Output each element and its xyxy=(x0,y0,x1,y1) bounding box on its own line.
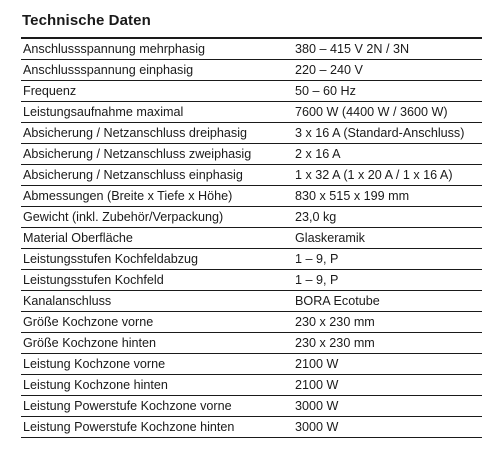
table-row xyxy=(21,333,482,354)
spec-value: 3 x 16 A (Standard-Anschluss) xyxy=(293,123,482,144)
spec-value: 3000 W xyxy=(293,396,482,417)
spec-value: 7600 W (4400 W / 3600 W) xyxy=(293,102,482,123)
spec-value: 830 x 515 x 199 mm xyxy=(293,186,482,207)
spec-label: Anschlussspannung einphasig xyxy=(21,60,293,81)
spec-table-body xyxy=(21,38,482,438)
spec-value: 23,0 kg xyxy=(293,207,482,228)
table-row xyxy=(21,81,482,102)
spec-value: 2 x 16 A xyxy=(293,144,482,165)
spec-label: Absicherung / Netzanschluss dreiphasig xyxy=(21,123,293,144)
spec-value: BORA Ecotube xyxy=(293,291,482,312)
table-row xyxy=(21,228,482,249)
table-row xyxy=(21,396,482,417)
table-row xyxy=(21,60,482,81)
spec-label: Leistungsaufnahme maximal xyxy=(21,102,293,123)
spec-label: Größe Kochzone vorne xyxy=(21,312,293,333)
table-row xyxy=(21,123,482,144)
spec-label: Absicherung / Netzanschluss zweiphasig xyxy=(21,144,293,165)
spec-label: Leistung Powerstufe Kochzone vorne xyxy=(21,396,293,417)
spec-value: 230 x 230 mm xyxy=(293,333,482,354)
spec-value: 3000 W xyxy=(293,417,482,438)
spec-label: Anschlussspannung mehrphasig xyxy=(21,38,293,60)
spec-label: Leistung Kochzone vorne xyxy=(21,354,293,375)
table-row xyxy=(21,291,482,312)
spec-label: Absicherung / Netzanschluss einphasig xyxy=(21,165,293,186)
spec-value: 50 – 60 Hz xyxy=(293,81,482,102)
spec-label: Gewicht (inkl. Zubehör/Verpackung) xyxy=(21,207,293,228)
spec-value: 2100 W xyxy=(293,375,482,396)
spec-label: Abmessungen (Breite x Tiefe x Höhe) xyxy=(21,186,293,207)
table-row xyxy=(21,417,482,438)
table-row xyxy=(21,186,482,207)
spec-value: Glaskeramik xyxy=(293,228,482,249)
spec-table xyxy=(21,37,482,438)
spec-label: Frequenz xyxy=(21,81,293,102)
spec-value: 230 x 230 mm xyxy=(293,312,482,333)
spec-value: 380 – 415 V 2N / 3N xyxy=(293,38,482,60)
table-row xyxy=(21,354,482,375)
spec-label: Material Oberfläche xyxy=(21,228,293,249)
table-row xyxy=(21,144,482,165)
spec-value: 1 x 32 A (1 x 20 A / 1 x 16 A) xyxy=(293,165,482,186)
spec-value: 220 – 240 V xyxy=(293,60,482,81)
table-row xyxy=(21,102,482,123)
spec-label: Kanalanschluss xyxy=(21,291,293,312)
spec-label: Leistungsstufen Kochfeld xyxy=(21,270,293,291)
table-row xyxy=(21,312,482,333)
spec-label: Leistung Kochzone hinten xyxy=(21,375,293,396)
table-row xyxy=(21,375,482,396)
spec-label: Größe Kochzone hinten xyxy=(21,333,293,354)
section-title: Technische Daten xyxy=(22,12,151,29)
table-row xyxy=(21,270,482,291)
table-row xyxy=(21,165,482,186)
spec-label: Leistung Powerstufe Kochzone hinten xyxy=(21,417,293,438)
table-row xyxy=(21,249,482,270)
spec-label: Leistungsstufen Kochfeldabzug xyxy=(21,249,293,270)
table-row xyxy=(21,38,482,60)
spec-value: 1 – 9, P xyxy=(293,270,482,291)
spec-value: 1 – 9, P xyxy=(293,249,482,270)
table-row xyxy=(21,207,482,228)
spec-value: 2100 W xyxy=(293,354,482,375)
